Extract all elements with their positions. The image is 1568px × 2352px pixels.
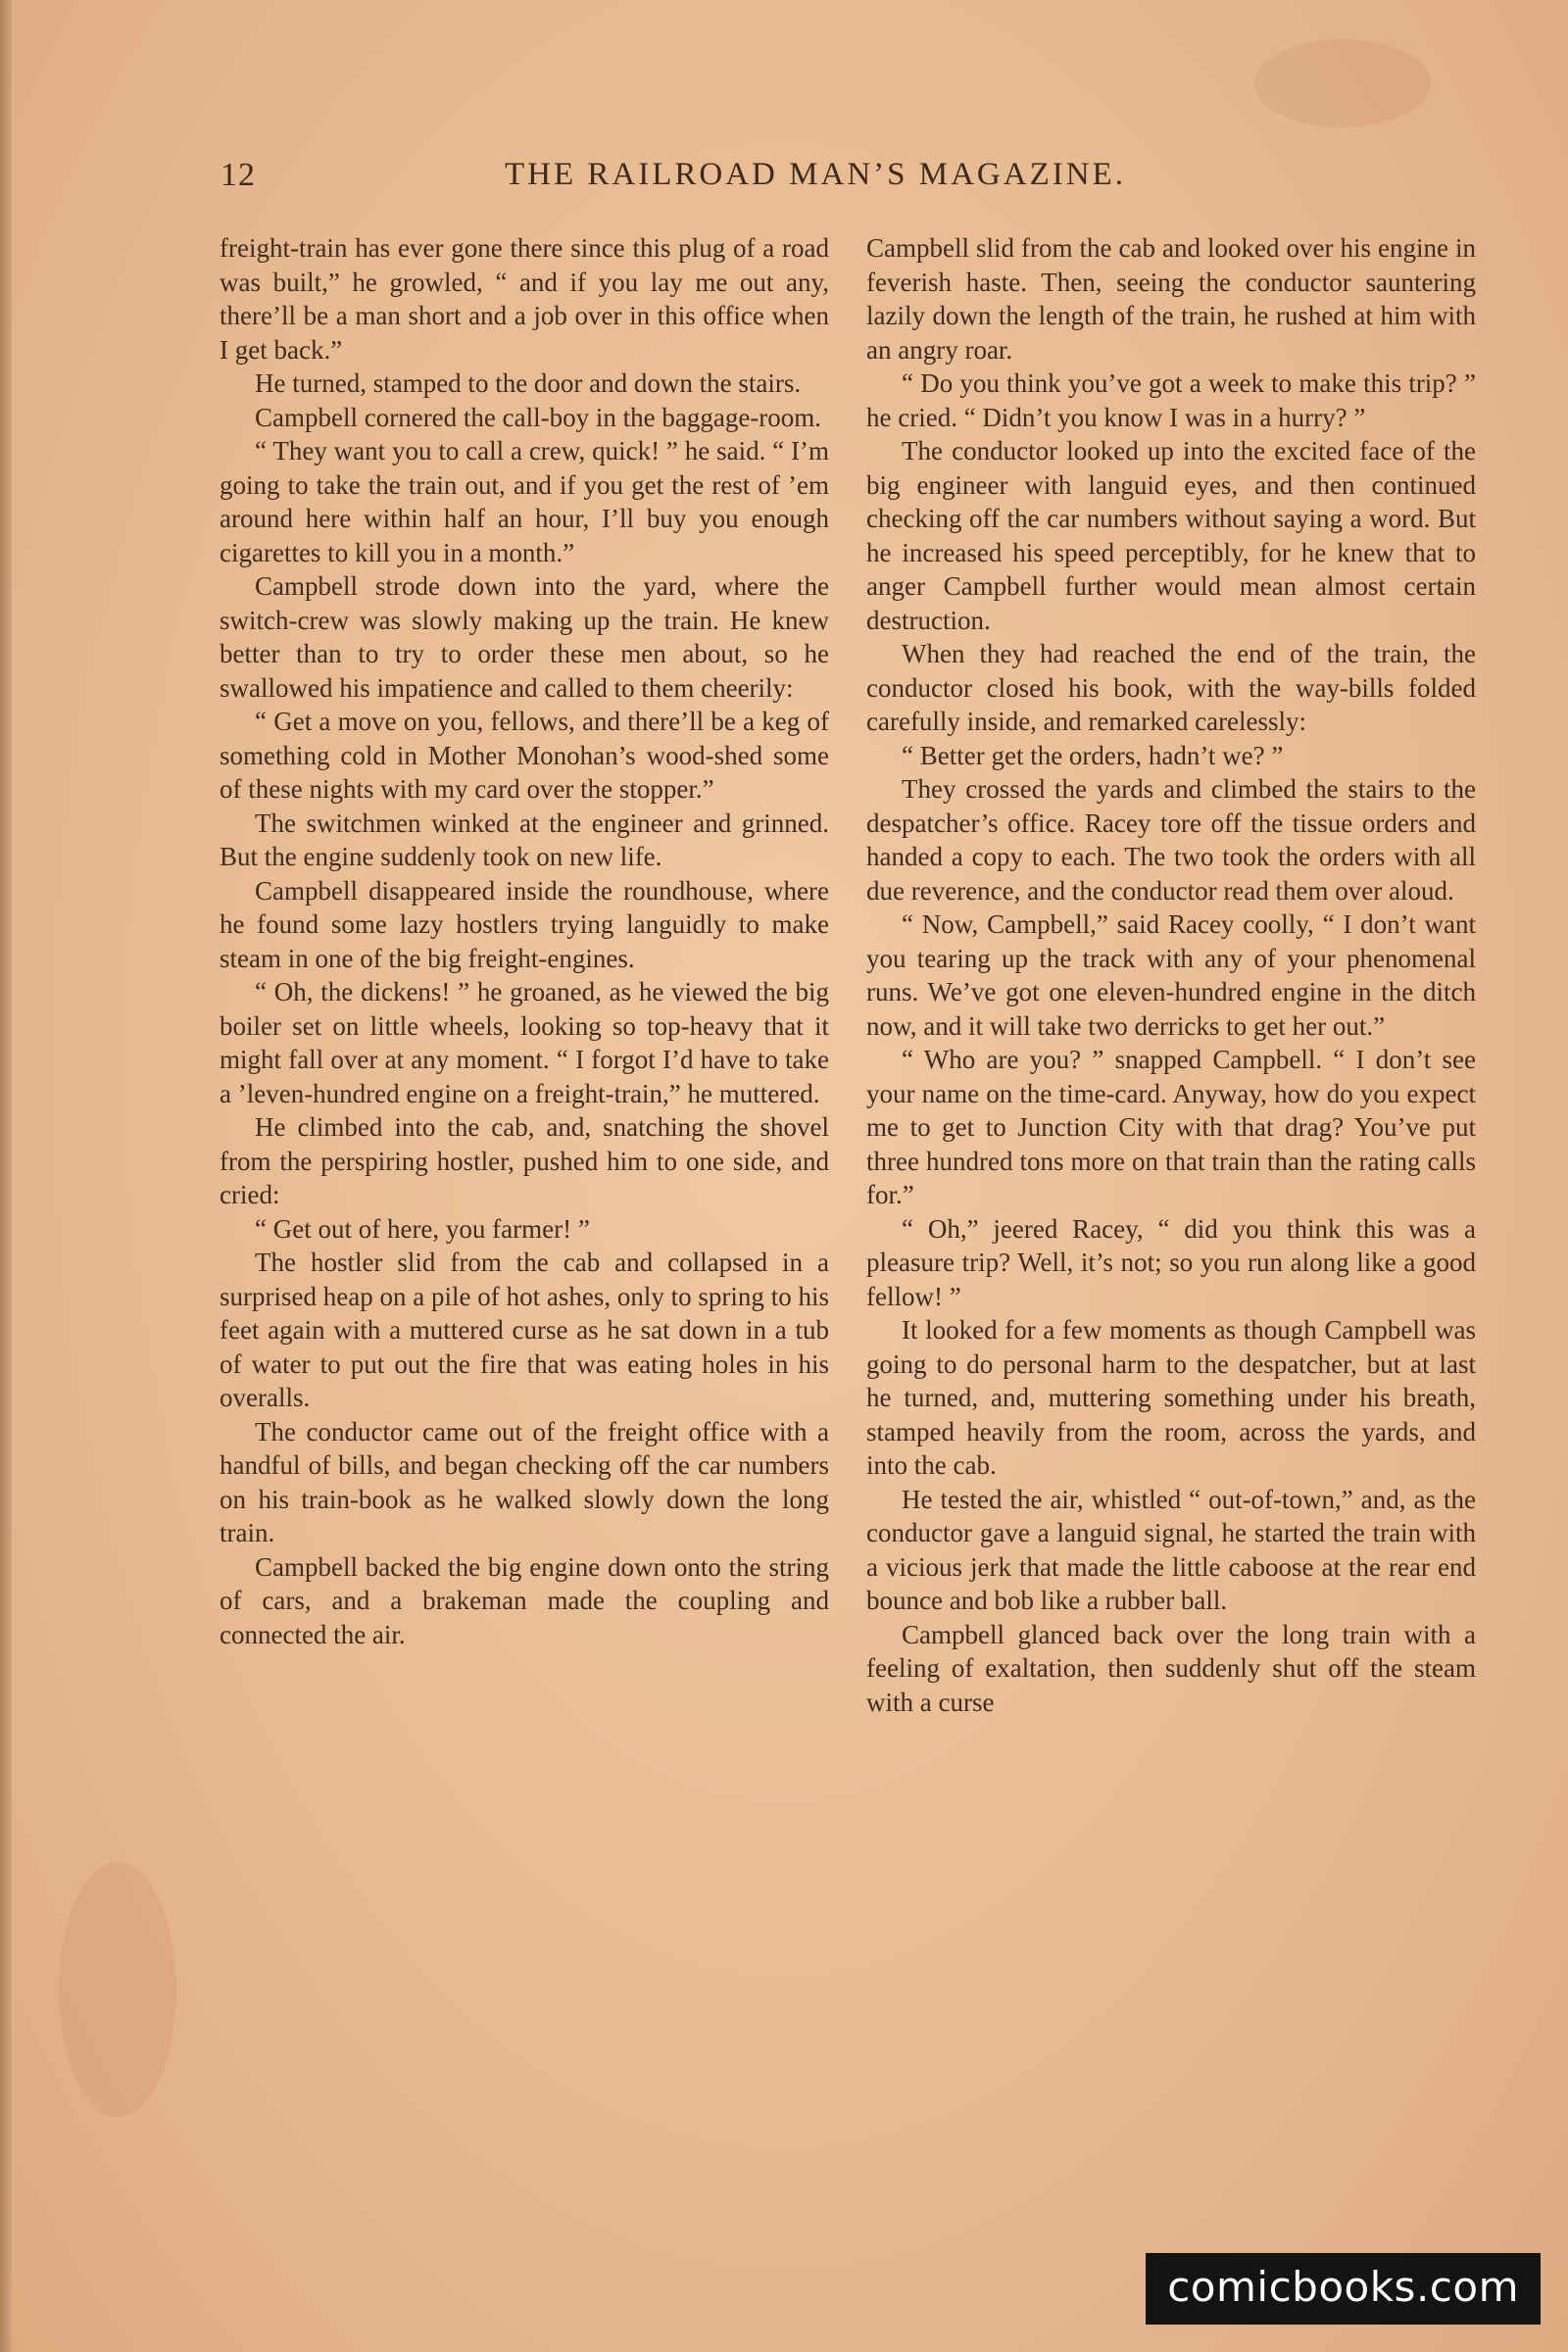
paragraph: Campbell disappeared inside the roundhouse, where he found some lazy hostlers trying languidly to make steam in one of the big freight-engines.: [220, 875, 829, 973]
paragraph: It looked for a few moments as though Campbell was going to do personal harm to the despatcher, but at last he turned, and, muttering something under his breath, stamped heavily from the room, across the yards, and into the cab.: [866, 1315, 1476, 1480]
paragraph: Campbell glanced back over the long train with a feeling of exaltation, then suddenly shut off the steam with a curse: [866, 1619, 1476, 1717]
running-head-title: THE RAILROAD MAN’S MAGAZINE.: [505, 157, 1126, 192]
paragraph: The hostler slid from the cab and collapsed in a surprised heap on a pile of hot ashes, only to spring to his feet again with a muttered curse as he sat down in a tub of water to put out the fire that was eating holes in his overalls.: [220, 1248, 829, 1412]
paragraph: “ Get out of here, you farmer! ”: [255, 1213, 590, 1244]
paragraph: “ Get a move on you, fellows, and there’ll be a keg of something cold in Mother Monohan’s wood-shed some of these nights with my card over the stopper.”: [220, 707, 829, 804]
paragraph: “ Better get the orders, hadn’t we? ”: [902, 740, 1284, 770]
page-header: [220, 157, 1205, 206]
paragraph: Campbell strode down into the yard, where the switch-crew was slowly making up the train. He knew better than to try to order these men about, so he swallowed his impatience and called to them cheerily:: [220, 571, 829, 703]
paragraph: The conductor came out of the freight office with a handful of bills, and began checking off the car numbers on his train-book as he walked slowly down the long train.: [220, 1416, 829, 1547]
paragraph: “ Oh,” jeered Racey, “ did you think this was a pleasure trip? Well, it’s not; so you run along like a good fellow! ”: [866, 1213, 1476, 1311]
paper-stain: [1254, 39, 1431, 127]
paragraph: “ Who are you? ” snapped Campbell. “ I don’t see your name on the time-card. Anyway, how do you expect me to get to Junction City with that drag? You’ve put three hundred tons more on that train than the rating calls for.”: [866, 1045, 1476, 1209]
page-number: 12: [220, 157, 256, 193]
paragraph: freight-train has ever gone there since this plug of a road was built,” he growled, “ and if you lay me out any, there’ll be a man short and a job over in this office when I get back.”: [220, 233, 829, 365]
source-watermark: comicbooks.com: [1146, 2253, 1541, 2325]
paragraph: The conductor looked up into the excited face of the big engineer with languid eyes, and then continued checking off the car numbers without saying a word. But he increased his speed perceptibly, for he knew that to anger Campbell further would mean almost certain destruction.: [866, 436, 1476, 635]
paragraph: Campbell cornered the call-boy in the baggage-room.: [255, 402, 822, 432]
paragraph: “ Do you think you’ve got a week to make this trip? ” he cried. “ Didn’t you know I was in a hurry? ”: [866, 368, 1476, 432]
paragraph: He climbed into the cab, and, snatching the shovel from the perspiring hostler, pushed him to one side, and cried:: [220, 1112, 829, 1209]
paragraph: When they had reached the end of the train, the conductor closed his book, with the way-bills folded carefully inside, and remarked carelessly:: [866, 639, 1476, 736]
paragraph: He tested the air, whistled “ out-of-town,” and, as the conductor gave a languid signal, he started the train with a vicious jerk that made the little caboose at the rear end bounce and bob like a rubber ball.: [866, 1484, 1476, 1615]
paragraph: “ They want you to call a crew, quick! ” he said. “ I’m going to take the train out, and if you get the rest of ’em around here within half an hour, I’ll buy you enough cigarettes to kill you in a month.”: [220, 436, 829, 567]
text-column-right: [866, 231, 1476, 1719]
paper-stain: [59, 1862, 176, 2117]
paragraph: Campbell slid from the cab and looked over his engine in feverish haste. Then, seeing the conductor sauntering lazily down the length of the train, he rushed at him with an angry roar.: [866, 233, 1476, 365]
paragraph: They crossed the yards and climbed the stairs to the despatcher’s office. Racey tore off the tissue orders and handed a copy to each. The two took the orders with all due reverence, and the conductor read them over aloud.: [866, 774, 1476, 906]
paragraph: “ Now, Campbell,” said Racey coolly, “ I don’t want you tearing up the track with any of your phenomenal runs. We’ve got one eleven-hundred engine in the ditch now, and it will take two derricks to get her out.”: [866, 909, 1476, 1041]
paragraph: “ Oh, the dickens! ” he groaned, as he viewed the big boiler set on little wheels, looking so top-heavy that it might fall over at any moment. “ I forgot I’d have to take a ’leven-hundred engine on a freight-train,” he muttered.: [220, 977, 829, 1108]
paragraph: Campbell backed the big engine down onto the string of cars, and a brakeman made the coupling and connected the air.: [220, 1551, 829, 1649]
paragraph: The switchmen winked at the engineer and grinned. But the engine suddenly took on new life.: [220, 808, 829, 871]
page-spine-edge: [0, 0, 12, 2352]
text-column-left: [220, 231, 829, 1651]
paragraph: He turned, stamped to the door and down the stairs.: [255, 368, 802, 398]
